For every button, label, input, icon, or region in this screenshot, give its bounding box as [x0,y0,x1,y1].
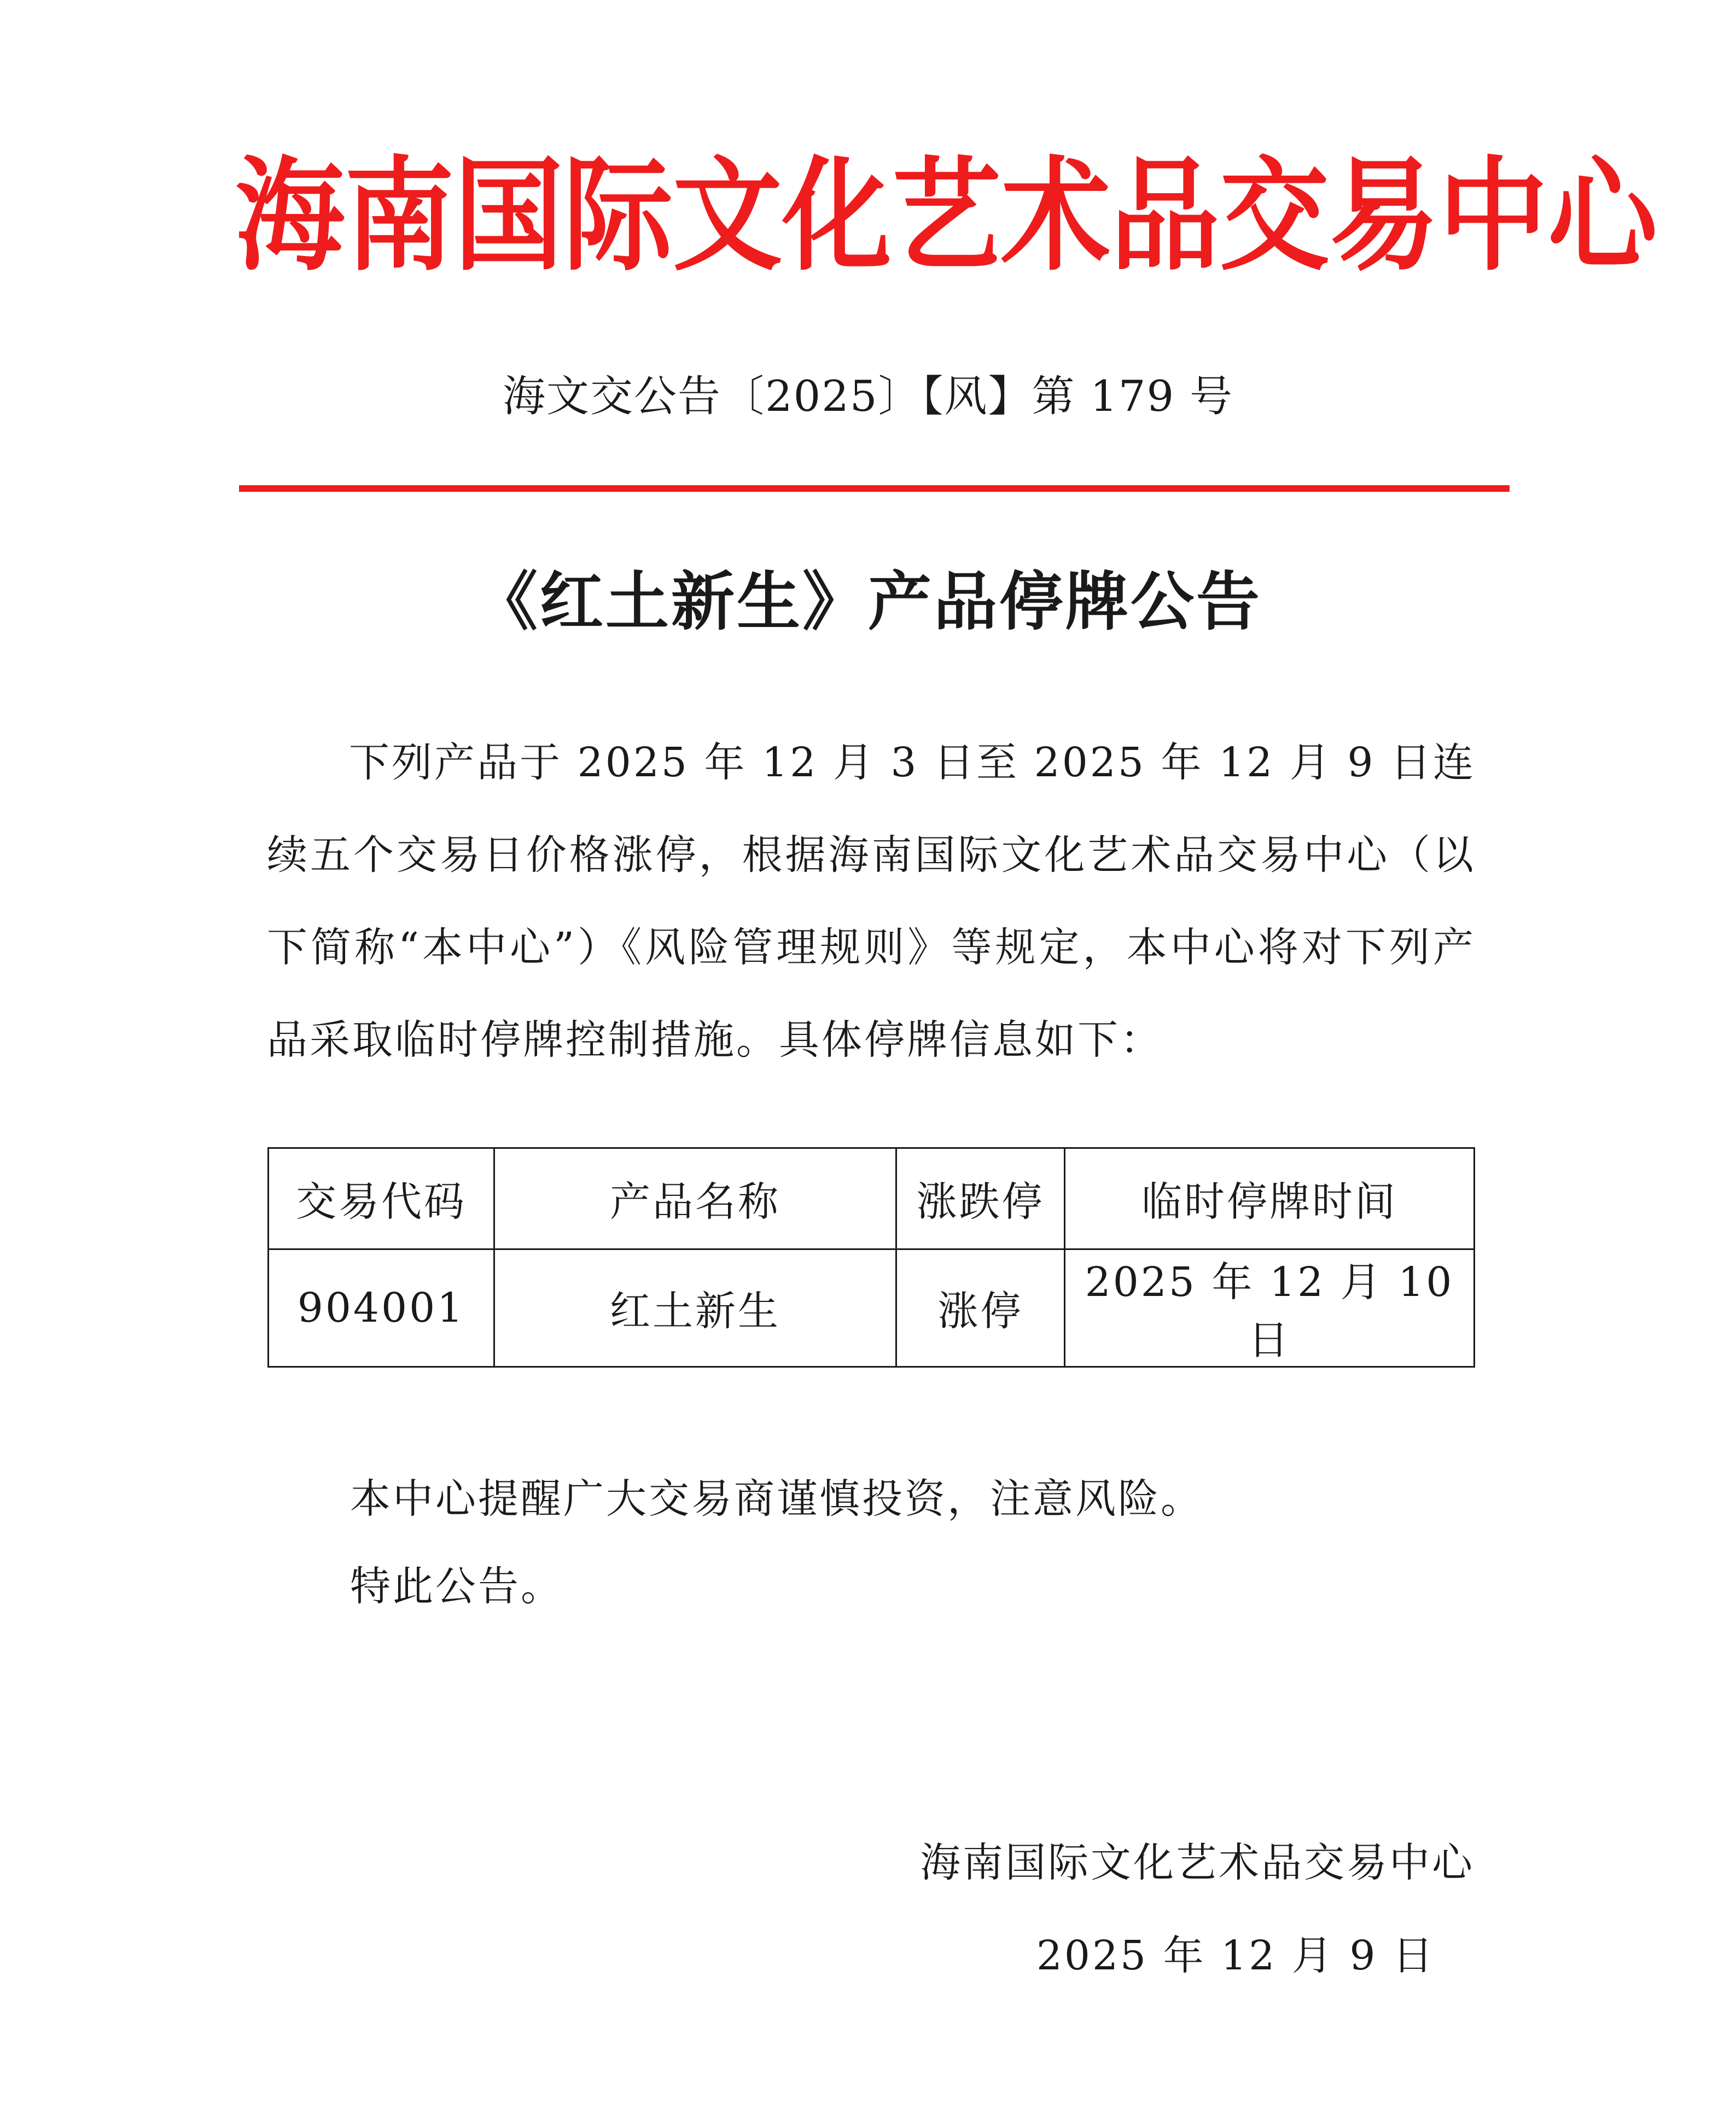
org-title-char: 际 [563,143,673,288]
org-title-char: 易 [1329,143,1439,288]
risk-reminder: 本中心提醒广大交易商谨慎投资，注意风险。 [350,1475,1203,1522]
table-header-cell: 交易代码 [269,1148,494,1249]
limit-status-cell: 涨停 [896,1249,1065,1367]
table-header-cell: 临时停牌时间 [1065,1148,1475,1249]
org-title-char: 中 [1438,143,1548,288]
suspension-table [267,1147,1475,1368]
suspension-time-cell: 2025 年 12 月 10 日 [1065,1249,1475,1367]
org-title-char: 国 [454,143,564,288]
org-title-char: 化 [782,143,892,288]
document-number: 海文交公告〔2025〕【风】第 179 号 [503,372,1233,421]
table-header-cell: 产品名称 [494,1148,896,1249]
table-header-row [269,1148,1475,1249]
table-header-cell: 涨跌停 [896,1148,1065,1249]
signature-date: 2025 年 12 月 9 日 [1036,1932,1435,1979]
org-title-char: 艺 [892,143,1001,288]
org-title-char: 心 [1548,143,1658,288]
trade-code-cell: 904001 [269,1249,494,1367]
product-name-cell: 红土新生 [494,1249,896,1367]
org-title-char: 文 [673,143,783,288]
header-divider [239,485,1510,492]
sign-off: 特此公告。 [350,1563,563,1610]
organization-title [235,143,1658,288]
signature-org: 海南国际文化艺术品交易中心 [920,1839,1475,1886]
table-row [269,1249,1475,1367]
notice-title: 《红土新生》产品停牌公告 [474,565,1262,639]
org-title-char: 术 [1001,143,1111,288]
org-title-char: 南 [345,143,455,288]
org-title-char: 交 [1220,143,1330,288]
org-title-char: 品 [1110,143,1220,288]
notice-body: 下列产品于 2025 年 12 月 3 日至 2025 年 12 月 9 日连续五个交易日价格涨停，根据海南国际文化艺术品交易中心（以下简称“本中心”）《风险管理规则》等规定，本中心将对下列产品采取临时停牌控制措施。具体停牌信息如下： [267,739,1476,1063]
org-title-char: 海 [235,143,345,288]
